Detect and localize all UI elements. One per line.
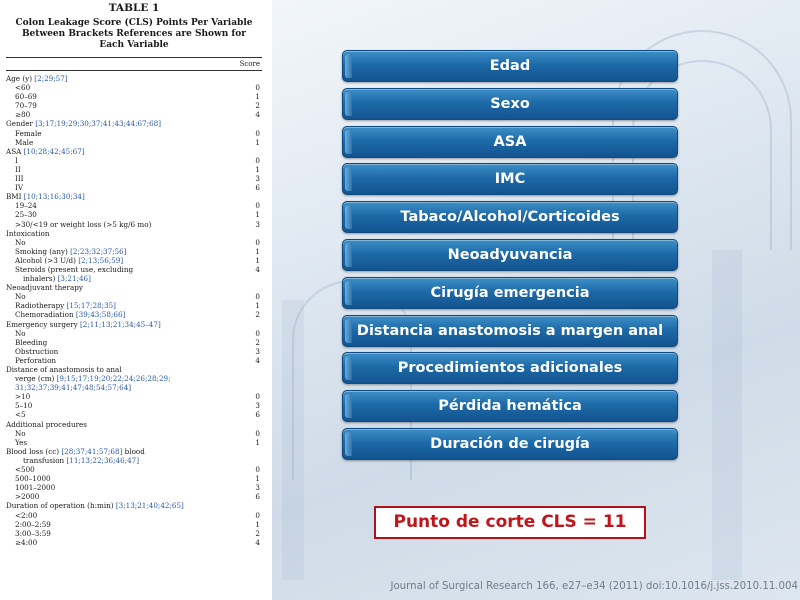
table-row bbox=[6, 83, 262, 92]
row-label-text: II bbox=[15, 164, 21, 174]
row-score: 6 bbox=[255, 492, 260, 502]
variable-item bbox=[342, 239, 678, 271]
row-score: 4 bbox=[255, 355, 260, 365]
row-label bbox=[15, 247, 127, 256]
row-label bbox=[6, 420, 87, 429]
row-score: 4 bbox=[255, 264, 260, 274]
row-label bbox=[6, 320, 161, 329]
variable-item-notch bbox=[345, 356, 352, 380]
row-label bbox=[6, 147, 85, 156]
variable-item-notch bbox=[345, 205, 352, 229]
table-row bbox=[6, 283, 262, 292]
row-score: 3 bbox=[255, 346, 260, 356]
row-label-text: No bbox=[15, 428, 26, 438]
row-label bbox=[15, 110, 30, 119]
row-label bbox=[15, 201, 37, 210]
table-row bbox=[6, 365, 262, 374]
row-score: 1 bbox=[255, 437, 260, 447]
row-label-text: Smoking (any) bbox=[15, 246, 71, 256]
table-row bbox=[6, 465, 262, 474]
citation: Journal of Surgical Research 166, e27–e34 (2011) doi:10.1016/j.jss.2010.11.004 bbox=[390, 581, 798, 592]
table-row bbox=[6, 110, 262, 119]
row-score: 4 bbox=[255, 537, 260, 547]
row-score: 2 bbox=[255, 337, 260, 347]
row-score: 2 bbox=[255, 101, 260, 111]
variable-item bbox=[342, 352, 678, 384]
row-label bbox=[15, 220, 151, 229]
row-label bbox=[15, 520, 51, 529]
variable-item bbox=[342, 126, 678, 158]
row-label bbox=[15, 383, 131, 392]
table-row bbox=[6, 383, 262, 392]
row-label bbox=[15, 401, 32, 410]
row-label bbox=[15, 83, 30, 92]
variable-item bbox=[342, 88, 678, 120]
row-label bbox=[6, 192, 85, 201]
table-row bbox=[6, 520, 262, 529]
row-label-text: inhalers) bbox=[23, 274, 58, 284]
variable-item-label: IMC bbox=[494, 171, 526, 188]
row-reference: [39;43;58;66] bbox=[75, 310, 126, 320]
row-label bbox=[15, 374, 171, 383]
table-row bbox=[6, 156, 262, 165]
row-label-text: Neoadjuvant therapy bbox=[6, 283, 83, 293]
variable-item-label: Tabaco/Alcohol/Corticoides bbox=[400, 209, 620, 226]
table-row bbox=[6, 401, 262, 410]
table-row bbox=[6, 201, 262, 210]
row-score: 3 bbox=[255, 401, 260, 411]
row-label-text: ≥80 bbox=[15, 110, 31, 120]
row-reference: [15;17;28;35] bbox=[66, 301, 116, 311]
row-label bbox=[15, 183, 23, 192]
row-score: 0 bbox=[255, 201, 260, 211]
row-score: 1 bbox=[255, 137, 260, 147]
row-label-text: Intoxication bbox=[6, 228, 50, 238]
row-label-text: 19–24 bbox=[15, 201, 37, 211]
row-label-text: >2000 bbox=[15, 492, 40, 502]
row-label-text: 500–1000 bbox=[15, 474, 51, 484]
table-row bbox=[6, 229, 262, 238]
row-label bbox=[15, 210, 37, 219]
table-row bbox=[6, 310, 262, 319]
row-label bbox=[15, 292, 26, 301]
row-label bbox=[15, 410, 26, 419]
variable-item-label: Distancia anastomosis a margen anal bbox=[356, 322, 664, 339]
variable-item-notch bbox=[345, 281, 352, 305]
row-label bbox=[15, 474, 51, 483]
table-row bbox=[6, 238, 262, 247]
row-label bbox=[15, 310, 125, 319]
row-label bbox=[6, 283, 83, 292]
table-caption-line: Colon Leakage Score (CLS) Points Per Variable bbox=[15, 18, 253, 28]
table-row bbox=[6, 429, 262, 438]
row-label bbox=[23, 456, 139, 465]
row-label-text: Male bbox=[15, 137, 34, 147]
row-label bbox=[15, 529, 51, 538]
row-label-text: 25–30 bbox=[15, 210, 37, 220]
table-caption-line: Each Variable bbox=[99, 40, 169, 50]
row-label-text: <60 bbox=[15, 83, 31, 93]
variable-list bbox=[342, 50, 678, 466]
row-label-text: Female bbox=[15, 128, 42, 138]
table-row bbox=[6, 329, 262, 338]
row-label-text: <2:00 bbox=[15, 510, 38, 520]
table-row bbox=[6, 292, 262, 301]
row-reference: [3;21;46] bbox=[57, 274, 91, 284]
row-reference: [3;17;19;29;30;37;41;43;44;67;68] bbox=[35, 119, 162, 129]
row-score: 0 bbox=[255, 155, 260, 165]
row-score: 0 bbox=[255, 83, 260, 93]
row-label bbox=[15, 465, 35, 474]
row-score: 1 bbox=[255, 474, 260, 484]
row-score: 2 bbox=[255, 528, 260, 538]
table-row bbox=[6, 410, 262, 419]
row-score: 0 bbox=[255, 237, 260, 247]
table-row bbox=[6, 301, 262, 310]
row-label bbox=[15, 256, 123, 265]
row-label bbox=[15, 429, 26, 438]
row-score: 6 bbox=[255, 183, 260, 193]
row-label bbox=[6, 229, 50, 238]
variable-item-label: Procedimientos adicionales bbox=[397, 360, 623, 377]
row-label-text: <5 bbox=[15, 410, 26, 420]
row-label bbox=[15, 492, 39, 501]
variable-item-label: Edad bbox=[489, 58, 531, 74]
table-row bbox=[6, 210, 262, 219]
row-label-text: Radiotherapy bbox=[15, 301, 67, 311]
row-label-text: ASA bbox=[6, 146, 24, 156]
row-label-text: 60–69 bbox=[15, 92, 37, 102]
table-header-rule bbox=[6, 70, 262, 71]
row-label-text: Gender bbox=[6, 119, 36, 129]
slide-panel bbox=[272, 0, 800, 600]
table-row bbox=[6, 119, 262, 128]
table-row bbox=[6, 174, 262, 183]
row-score: 0 bbox=[255, 328, 260, 338]
row-label bbox=[15, 165, 21, 174]
row-score: 0 bbox=[255, 292, 260, 302]
variable-item bbox=[342, 390, 678, 422]
row-label bbox=[15, 174, 24, 183]
table-row bbox=[6, 511, 262, 520]
row-label bbox=[15, 511, 37, 520]
table-caption-line: Between Brackets References are Shown for bbox=[21, 29, 247, 39]
row-label-text: ≥4:00 bbox=[15, 537, 38, 547]
table-row bbox=[6, 374, 262, 383]
row-label-text: Emergency surgery bbox=[6, 319, 80, 329]
table-row bbox=[6, 438, 262, 447]
row-label-text: 5–10 bbox=[15, 401, 33, 411]
variable-item-notch bbox=[345, 54, 352, 78]
row-label-text: 3:00–3:59 bbox=[15, 528, 51, 538]
variable-item-label: Neoadyuvancia bbox=[447, 246, 573, 263]
row-label-text: Age (y) bbox=[6, 74, 35, 83]
table-row bbox=[6, 492, 262, 501]
table-caption bbox=[6, 18, 262, 51]
row-reference: [10;28;42;45;67] bbox=[23, 146, 85, 156]
cutoff-box: Punto de corte CLS = 11 bbox=[374, 506, 646, 539]
row-label-text: 1001–2000 bbox=[15, 483, 56, 493]
table-row bbox=[6, 320, 262, 329]
variable-item-notch bbox=[345, 167, 352, 191]
variable-item bbox=[342, 201, 678, 233]
row-label bbox=[15, 347, 58, 356]
table-row bbox=[6, 183, 262, 192]
table-row bbox=[6, 529, 262, 538]
row-label-text: Perforation bbox=[15, 355, 57, 365]
variable-item bbox=[342, 50, 678, 82]
table-row bbox=[6, 92, 262, 101]
table-row bbox=[6, 247, 262, 256]
row-label-text: Steroids (present use, excluding bbox=[15, 264, 134, 274]
row-label-text: Yes bbox=[15, 437, 28, 447]
row-reference: [2;29;57] bbox=[34, 74, 68, 83]
row-label-text: 70–79 bbox=[15, 101, 37, 111]
table-row bbox=[6, 392, 262, 401]
row-score: 0 bbox=[255, 465, 260, 475]
row-score: 4 bbox=[255, 110, 260, 120]
table-row bbox=[6, 474, 262, 483]
row-label bbox=[15, 301, 116, 310]
row-reference: [9;15;17;19;20;22;24;26;28;29; bbox=[56, 374, 171, 384]
row-label-text: <500 bbox=[15, 465, 35, 475]
table-row bbox=[6, 74, 262, 83]
variable-item bbox=[342, 277, 678, 309]
variable-item-label: Sexo bbox=[490, 95, 530, 112]
table-row bbox=[6, 192, 262, 201]
row-label-suffix: blood bbox=[122, 446, 145, 456]
row-label bbox=[15, 356, 56, 365]
row-score: 0 bbox=[255, 428, 260, 438]
table-row bbox=[6, 220, 262, 229]
table-row bbox=[6, 129, 262, 138]
table-row bbox=[6, 347, 262, 356]
variable-item-label: Pérdida hemática bbox=[438, 398, 582, 415]
row-label bbox=[15, 329, 26, 338]
row-label-text: Chemoradiation bbox=[15, 310, 76, 320]
variable-item-notch bbox=[345, 92, 352, 116]
row-reference: [2;13;56;59] bbox=[78, 255, 124, 265]
variable-item-notch bbox=[345, 394, 352, 418]
row-label bbox=[15, 138, 33, 147]
row-score: 1 bbox=[255, 519, 260, 529]
table-title: TABLE 1 bbox=[108, 2, 160, 14]
row-label-text: Bleeding bbox=[15, 337, 48, 347]
background-pillar bbox=[712, 250, 742, 580]
score-column-header: Score bbox=[239, 60, 260, 68]
variable-item-label: Cirugía emergencia bbox=[430, 284, 590, 301]
row-label bbox=[15, 129, 42, 138]
table-row bbox=[6, 447, 262, 456]
variable-item-notch bbox=[345, 432, 352, 456]
row-reference: [11;13;22;36;46;47] bbox=[66, 455, 140, 465]
row-label-text: transfusion bbox=[23, 455, 67, 465]
variable-item-label: Duración de cirugía bbox=[430, 435, 590, 452]
table-body bbox=[6, 74, 262, 547]
row-label-text: Alcohol (>3 U/d) bbox=[15, 255, 79, 265]
table-row bbox=[6, 501, 262, 510]
variable-item bbox=[342, 315, 678, 347]
row-reference: [2;11;13;21;34;45–47] bbox=[80, 319, 161, 329]
row-reference: [28;37;41;57;68] bbox=[61, 446, 123, 456]
row-label bbox=[15, 265, 133, 274]
row-label bbox=[23, 274, 91, 283]
variable-item-notch bbox=[345, 243, 352, 267]
variable-item bbox=[342, 428, 678, 460]
row-label bbox=[15, 92, 37, 101]
table-row bbox=[6, 165, 262, 174]
row-score: 3 bbox=[255, 174, 260, 184]
row-label bbox=[15, 438, 27, 447]
table-row bbox=[6, 356, 262, 365]
row-label-text: 2:00–2:59 bbox=[15, 519, 51, 529]
row-label-text: >10 bbox=[15, 392, 31, 402]
table-row bbox=[6, 147, 262, 156]
row-label-text: Distance of anastomosis to anal bbox=[6, 365, 122, 374]
row-score: 1 bbox=[255, 164, 260, 174]
table-row bbox=[6, 456, 262, 465]
variable-item bbox=[342, 163, 678, 195]
row-reference: [3;13;21;40;42;65] bbox=[115, 501, 184, 511]
row-score: 1 bbox=[255, 92, 260, 102]
row-label bbox=[15, 156, 18, 165]
table-row bbox=[6, 265, 262, 274]
table-row bbox=[6, 101, 262, 110]
row-label-text: Blood loss (cc) bbox=[6, 446, 62, 456]
table-row bbox=[6, 338, 262, 347]
row-label bbox=[6, 447, 145, 456]
row-score: 0 bbox=[255, 392, 260, 402]
variable-item-label: ASA bbox=[493, 133, 527, 150]
row-label-text: verge (cm) bbox=[15, 374, 57, 384]
table-row bbox=[6, 256, 262, 265]
row-score: 0 bbox=[255, 510, 260, 520]
table-row bbox=[6, 420, 262, 429]
row-label-text: No bbox=[15, 292, 26, 302]
row-score: 3 bbox=[255, 483, 260, 493]
table-row bbox=[6, 138, 262, 147]
row-label bbox=[15, 538, 37, 547]
row-label bbox=[15, 392, 30, 401]
background-pillar bbox=[282, 300, 304, 580]
row-label-text: Additional procedures bbox=[6, 419, 87, 429]
row-label bbox=[6, 119, 161, 128]
row-score: 2 bbox=[255, 310, 260, 320]
row-label bbox=[15, 483, 55, 492]
row-score: 1 bbox=[255, 210, 260, 220]
row-label-text: IV bbox=[15, 183, 24, 193]
row-label-text: III bbox=[15, 174, 24, 184]
row-label-text: Duration of operation (h:min) bbox=[6, 501, 116, 511]
row-label bbox=[6, 501, 184, 510]
row-label bbox=[15, 101, 37, 110]
row-score: 0 bbox=[255, 128, 260, 138]
row-reference: [2;23;32;37;56] bbox=[70, 246, 127, 256]
row-score: 6 bbox=[255, 410, 260, 420]
row-label-text: >30/<19 or weight loss (>5 kg/6 mo) bbox=[15, 219, 152, 229]
row-reference: 31;32;37;39;41;47;48;54;57;64] bbox=[15, 383, 132, 393]
row-reference: [10;13;16;30;34] bbox=[23, 192, 85, 202]
row-score: 1 bbox=[255, 246, 260, 256]
row-label-text: BMI bbox=[6, 192, 24, 202]
row-label bbox=[15, 338, 47, 347]
row-label bbox=[6, 74, 68, 83]
variable-item-notch bbox=[345, 130, 352, 154]
row-score: 1 bbox=[255, 301, 260, 311]
table-panel bbox=[0, 0, 268, 600]
table-row bbox=[6, 274, 262, 283]
row-label bbox=[15, 238, 26, 247]
row-score: 1 bbox=[255, 255, 260, 265]
table-row bbox=[6, 538, 262, 547]
variable-item-notch bbox=[345, 319, 352, 343]
table-row bbox=[6, 483, 262, 492]
row-label-text: I bbox=[15, 155, 18, 165]
row-label bbox=[6, 365, 122, 374]
row-label-text: No bbox=[15, 328, 26, 338]
row-label-text: Obstruction bbox=[15, 346, 59, 356]
row-score: 3 bbox=[255, 219, 260, 229]
row-label-text: No bbox=[15, 237, 26, 247]
